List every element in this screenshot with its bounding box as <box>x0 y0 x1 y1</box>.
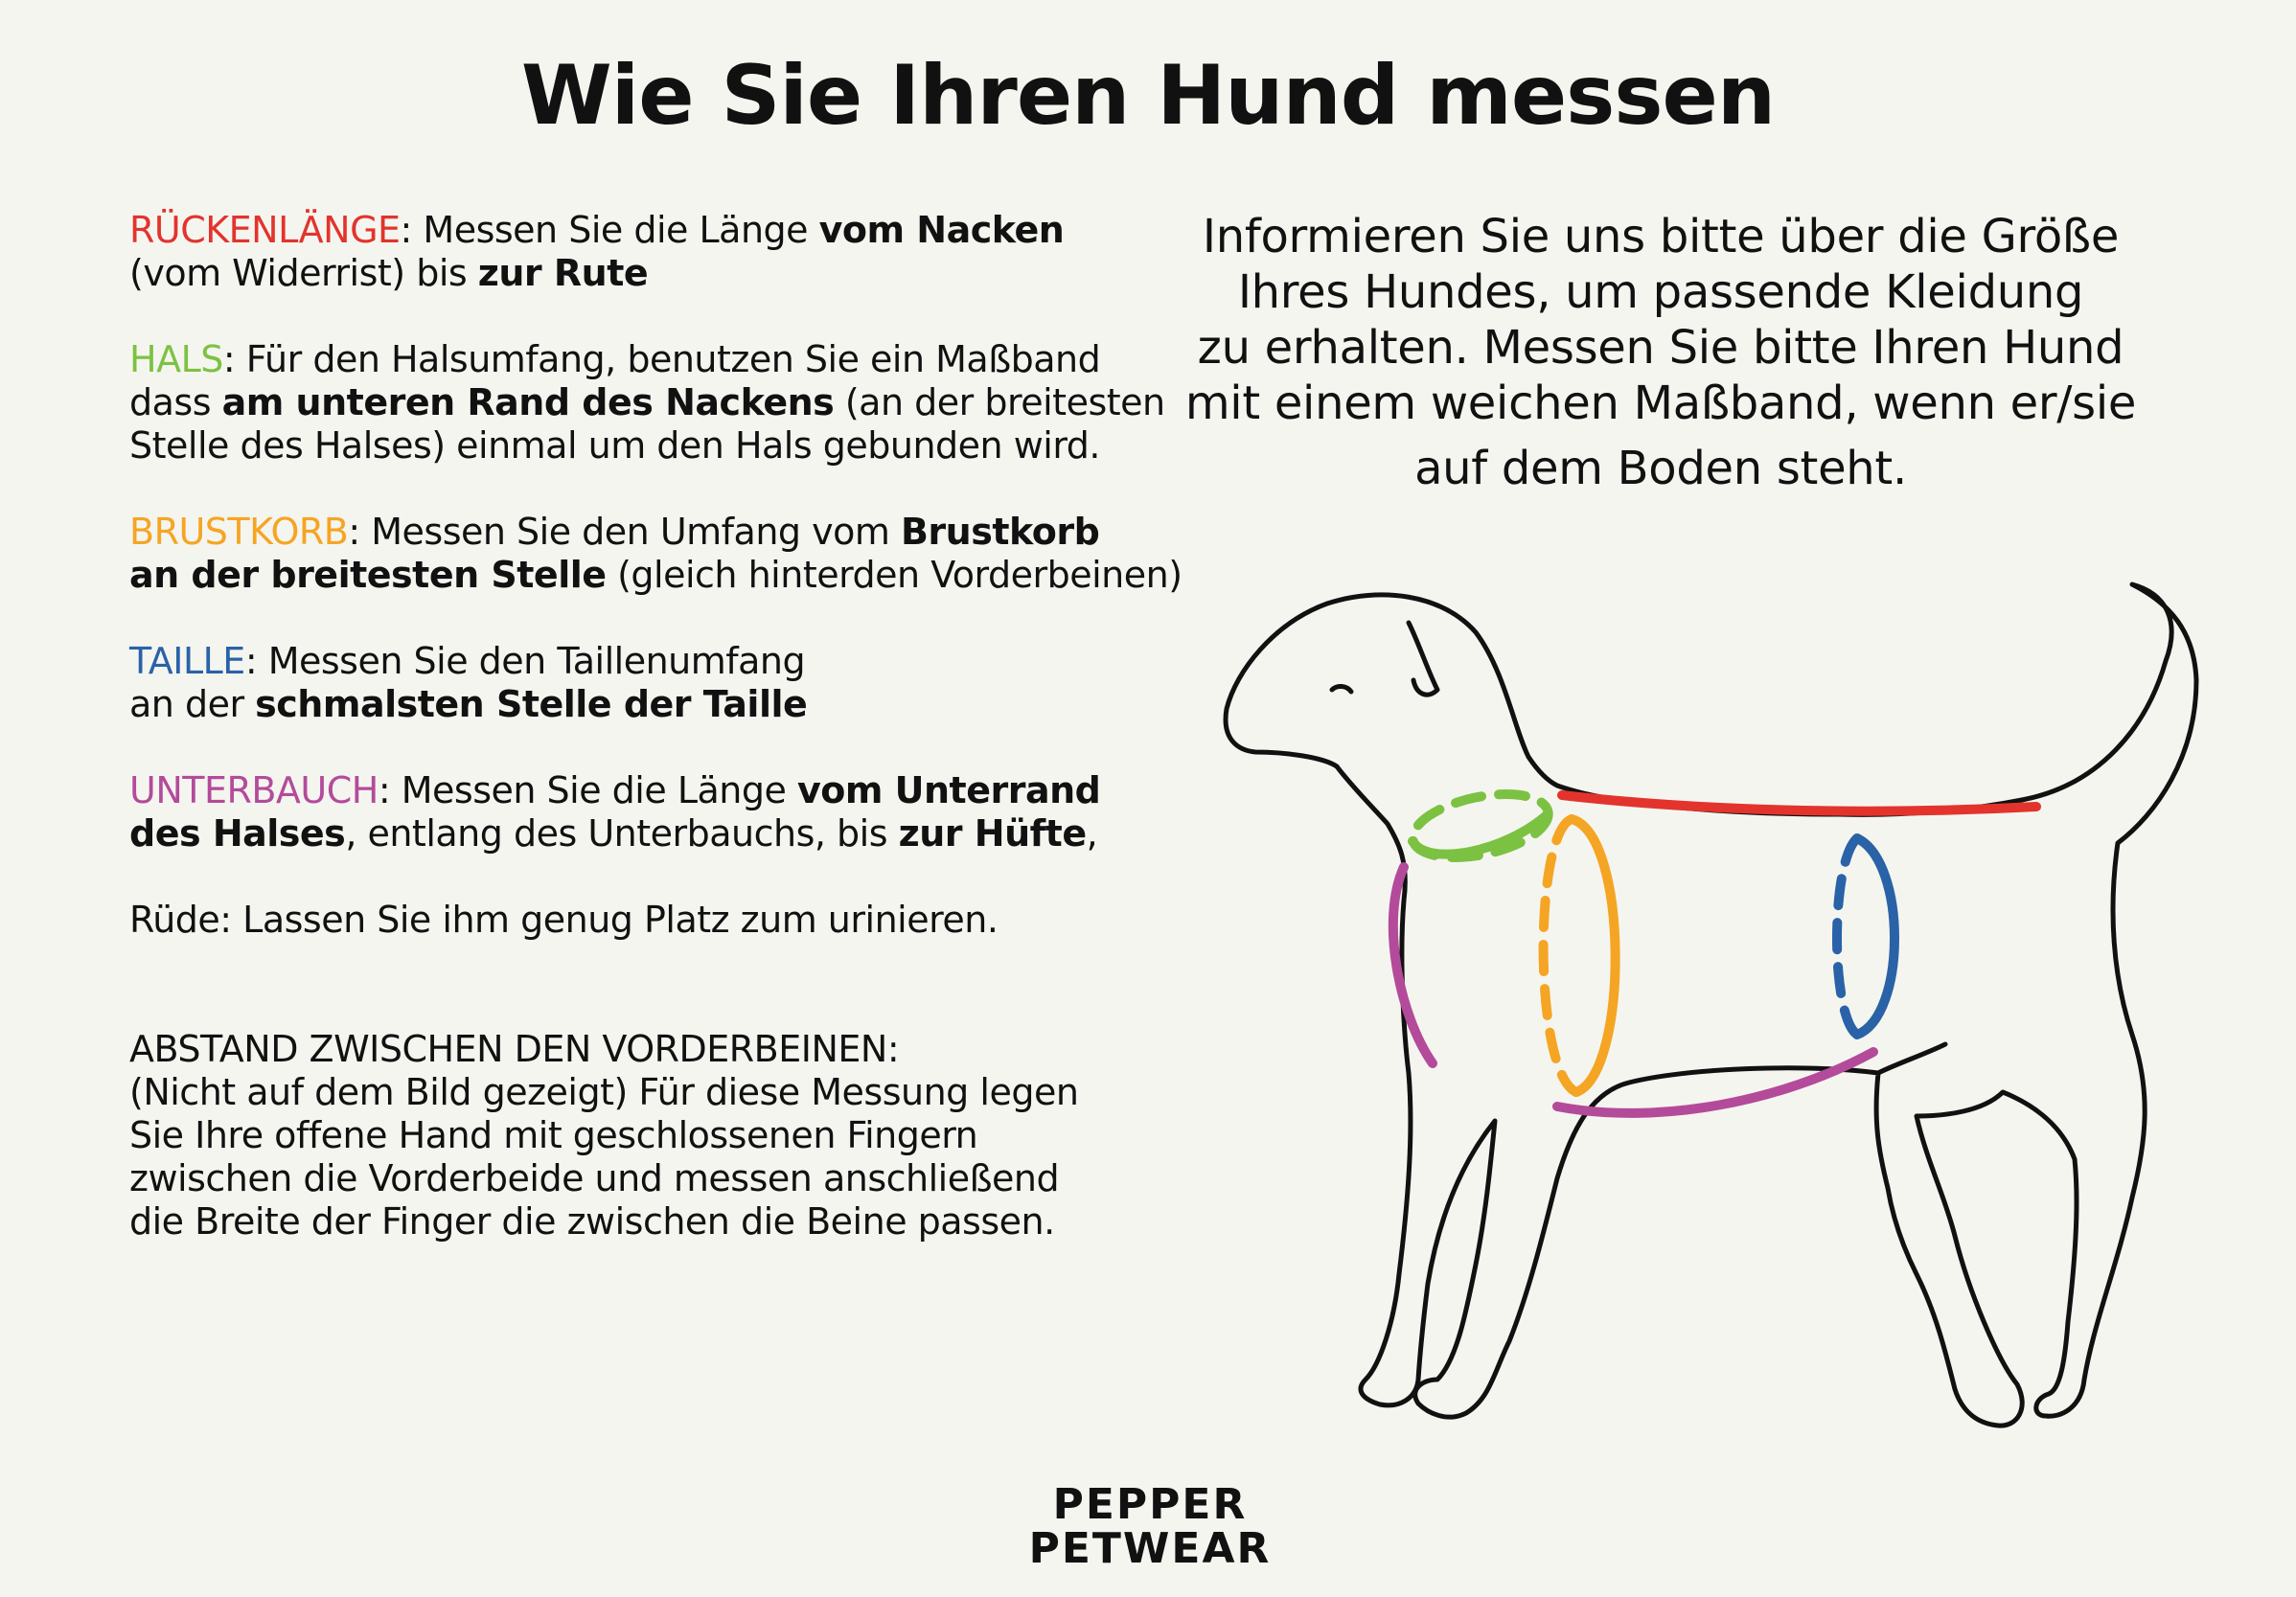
logo-line-1: PEPPER <box>1052 1480 1248 1529</box>
text-rueckenlaenge-1: : Messen Sie die Länge <box>400 209 819 251</box>
text-hals-1: : Für den Halsumfang, benutzen Sie ein Maßband <box>222 338 1101 380</box>
bold-unterbauch-3: zur Hüfte <box>898 812 1087 855</box>
abstand-heading: ABSTAND ZWISCHEN DEN VORDERBEINEN: <box>129 1028 900 1070</box>
bold-rueckenlaenge-1: vom Nacken <box>818 209 1065 251</box>
text-hals-3: (an der breitesten <box>834 381 1165 423</box>
brand-logo <box>958 1480 1342 1573</box>
label-rueckenlaenge: RÜCKENLÄNGE <box>129 209 401 251</box>
bold-brustkorb-1: Brustkorb <box>900 511 1100 553</box>
page-title: Wie Sie Ihren Hund messen <box>520 48 1776 144</box>
intro-line-1: Informieren Sie uns bitte über die Größe <box>1202 210 2120 263</box>
bold-unterbauch-1: vom Unterrand <box>796 769 1101 811</box>
dog-belly-line <box>1878 1044 1945 1073</box>
bold-unterbauch-2: des Halses <box>129 812 346 855</box>
bold-brustkorb-2: an der breitesten Stelle <box>129 554 607 596</box>
intro-line-4: mit einem weichen Maßband, wenn er/sie <box>1184 376 2137 430</box>
unterbauch-measure-neck <box>1393 867 1433 1063</box>
bold-taille-1: schmalsten Stelle der Taille <box>255 683 808 725</box>
intro-line-3: zu erhalten. Messen Sie bitte Ihren Hund <box>1197 321 2124 375</box>
text-brustkorb-1: : Messen Sie den Umfang vom <box>348 511 901 553</box>
brust-measure-front <box>1572 819 1616 1092</box>
text-unterbauch-1: : Messen Sie die Länge <box>378 769 797 811</box>
text-unterbauch-2: , entlang des Unterbauchs, bis <box>345 812 899 855</box>
text-taille-1: : Messen Sie den Taillenumfang <box>244 640 806 682</box>
abstand-line-3: zwischen die Vorderbeide und messen anschließend <box>129 1157 1060 1199</box>
taille-measure-front <box>1857 838 1894 1035</box>
logo-line-2: PETWEAR <box>1028 1524 1272 1573</box>
ruecken-measure-line <box>1562 795 2036 811</box>
text-taille-2: an der <box>129 683 256 725</box>
dog-ear <box>1409 623 1437 695</box>
text-hals-2: dass <box>129 381 222 423</box>
dog-eye <box>1332 686 1351 692</box>
intro-line-2: Ihres Hundes, um passende Kleidung <box>1237 265 2084 319</box>
taille-measure-back <box>1837 838 1857 1035</box>
text-brustkorb-2: (gleich hinterden Vorderbeinen) <box>606 554 1182 596</box>
label-taille: TAILLE <box>129 640 245 682</box>
intro-line-5: auf dem Boden steht. <box>1414 442 1907 495</box>
section-ruede: Rüde: Lassen Sie ihm genug Platz zum urinieren. <box>129 899 999 941</box>
label-hals: HALS <box>129 338 223 380</box>
text-hals-4: Stelle des Halses) einmal um den Hals gebunden wird. <box>129 424 1100 467</box>
abstand-line-4: die Breite der Finger die zwischen die Beine passen. <box>129 1200 1055 1243</box>
hals-measure-ellipse-front <box>1412 814 1548 855</box>
text-rueckenlaenge-2: (vom Widerrist) bis <box>129 252 478 294</box>
bold-rueckenlaenge-2: zur Rute <box>477 252 649 294</box>
label-brustkorb: BRUSTKORB <box>129 511 349 553</box>
text-unterbauch-3: , <box>1086 812 1098 855</box>
brust-measure-back <box>1544 819 1576 1092</box>
abstand-line-1: (Nicht auf dem Bild gezeigt) Für diese Messung legen <box>129 1071 1079 1113</box>
label-unterbauch: UNTERBAUCH <box>129 769 379 811</box>
bold-hals-1: am unteren Rand des Nackens <box>221 381 835 423</box>
dog-outline <box>1226 584 2196 1426</box>
abstand-line-2: Sie Ihre offene Hand mit geschlossenen Fingern <box>129 1114 978 1156</box>
